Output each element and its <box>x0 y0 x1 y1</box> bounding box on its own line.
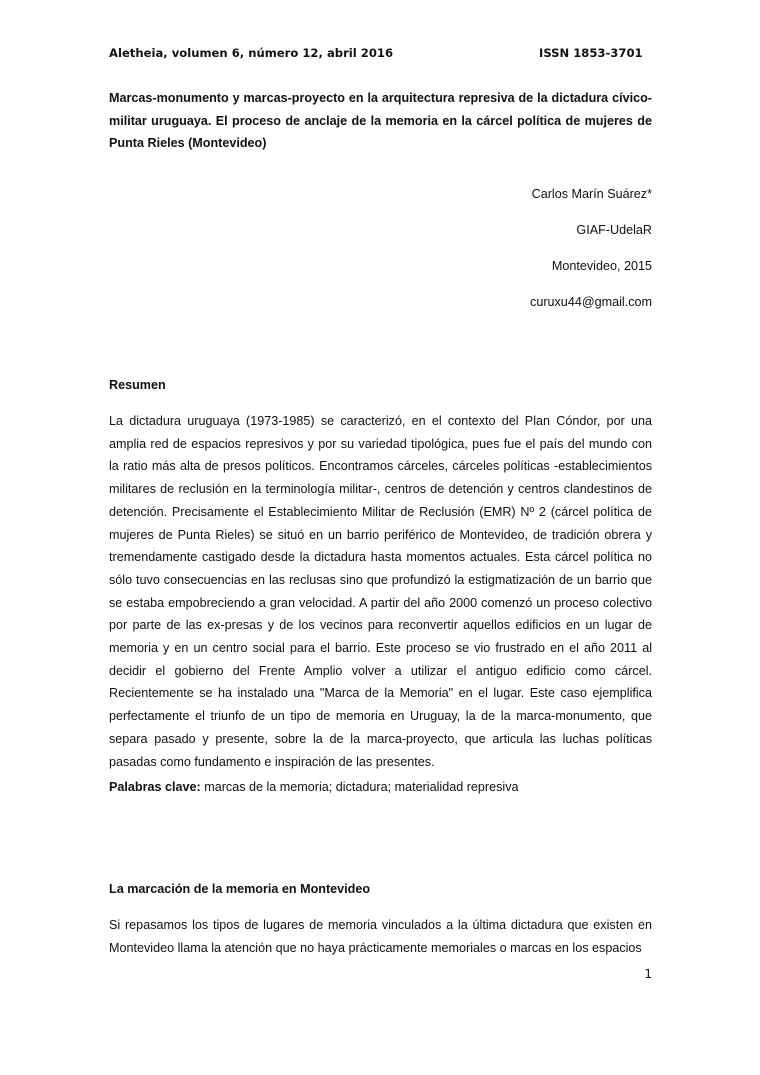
section-heading: La marcación de la memoria en Montevideo <box>109 882 371 896</box>
author-affiliation: GIAF-UdelaR <box>576 223 652 237</box>
paper-title: Marcas-monumento y marcas-proyecto en la arquitectura represiva de la dictadura cívico-militar uruguaya. El proceso de anclaje de la memoria en la cárcel política de mujeres de Punta Rieles (Montevideo) <box>109 91 652 151</box>
section-text: Si repasamos los tipos de lugares de memoria vinculados a la última dictadura que existen en Montevideo llama la atención que no haya prácticamente memoriales o marcas en los espacios <box>109 918 652 955</box>
author-place-date: Montevideo, 2015 <box>551 259 652 273</box>
abstract-text: La dictadura uruguaya (1973-1985) se caracterizó, en el contexto del Plan Cóndor, por una amplia red de espacios represivos y por su variedad tipológica, pues fue el país del mundo con la ratio más alta de presos políticos. Encontramos cárceles, cárceles políticas -establecimientos militares de reclusión en la terminología militar-, centros de detención y centros clandestinos de detención. Precisamente el Establecimiento Militar de Reclusión (EMR) Nº 2 (cárcel política de mujeres de Punta Rieles) se situó en un barrio periférico de Montevideo, de tradición obrera y tremendamente castigado desde la dictadura hasta momentos actuales. Esta cárcel política no sólo tuvo consecuencias en las reclusas sino que profundizó la estigmatización de un barrio que se estaba empobreciendo a gran velocidad. A partir del año 2000 comenzó un proceso colectivo por parte de las ex-presas y de los vecinos para reconvertir aquellos edificios en un lugar de memoria y en un centro social para el barrio. Este proceso se vio frustrado en el año 2011 al decidir el gobierno del Frente Amplio volver a utilizar el antiguo edificio como cárcel. Recientemente se ha instalado una "Marca de la Memoria" en el lugar. Este caso ejemplifica perfectamente el triunfo de un tipo de memoria en Uruguay, la de la marca-monumento, que separa pasado y presente, sobre la de la marca-proyecto, que articula las luchas políticas pasadas como fundamento e inspiración de las presentes. <box>109 414 652 769</box>
running-header <box>109 46 652 64</box>
journal-citation: Aletheia, volumen 6, número 12, abril 2016 <box>109 46 394 60</box>
author-name: Carlos Marín Suárez* <box>531 187 652 201</box>
keywords <box>109 777 652 797</box>
author-block <box>109 182 652 326</box>
abstract-heading: Resumen <box>109 378 166 392</box>
keywords-label: Palabras clave: <box>109 780 201 794</box>
page-number: 1 <box>644 967 652 981</box>
issn: ISSN 1853-3701 <box>539 46 643 60</box>
keywords-text: marcas de la memoria; dictadura; materialidad represiva <box>200 780 519 794</box>
author-email: curuxu44@gmail.com <box>530 295 652 309</box>
